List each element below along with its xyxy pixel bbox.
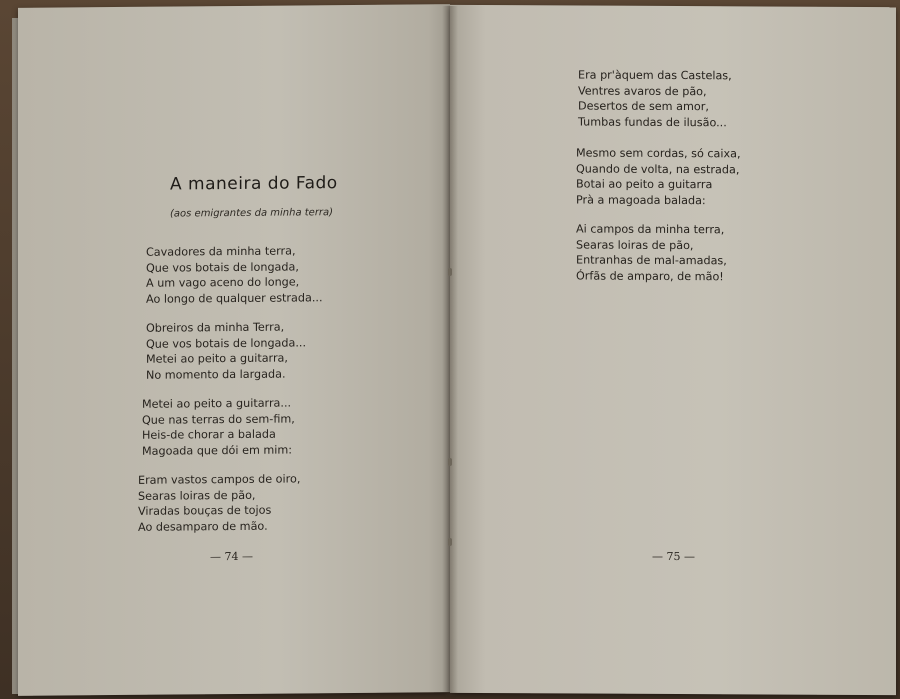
verse-line: Prà a magoada balada: (576, 192, 706, 207)
poem-subtitle: (aos emigrantes da minha terra) (170, 207, 334, 220)
verse-line: Eram vastos campos de oiro, (138, 472, 301, 487)
verse-line: Obreiros da minha Terra, (146, 320, 285, 335)
verse-line: Heis-de chorar a balada (142, 427, 276, 442)
verse-line: Cavadores da minha terra, (146, 244, 296, 259)
open-book (6, 6, 894, 696)
stanza-3 (142, 395, 295, 458)
page-number-left: — 74 — (210, 549, 253, 564)
verse-line: No momento da largada. (146, 367, 286, 382)
verse-line: Ai campos da minha terra, (576, 222, 725, 237)
binding-stitch (448, 268, 452, 276)
left-page (18, 4, 450, 696)
book-gutter (442, 6, 458, 696)
verse-line: Magoada que dói em mim: (142, 442, 293, 458)
stanza-4 (138, 471, 300, 534)
verse-line: Searas loiras de pão, (576, 237, 694, 252)
verse-line: Botai ao peito a guitarra (576, 177, 713, 192)
verse-line: Que nas terras do sem-fim, (142, 411, 295, 427)
verse-line: Desertos de sem amor, (578, 99, 709, 114)
stanza-2 (146, 319, 306, 382)
stanza-7 (576, 221, 727, 284)
verse-line: Era pr'àquem das Castelas, (578, 68, 732, 83)
verse-line: Que vos botais de longada... (146, 335, 307, 351)
stanza-1 (146, 243, 323, 307)
verse-line: Metei ao peito a guitarra, (146, 351, 288, 366)
verse-line: Quando de volta, na estrada, (576, 161, 740, 176)
verse-line: Ventres avaros de pão, (578, 84, 707, 98)
page-number-right: — 75 — (652, 549, 695, 564)
verse-line: Mesmo sem cordas, só caixa, (576, 146, 741, 161)
verse-line: A um vago aceno do longe, (146, 275, 300, 290)
verse-line: Que vos botais de longada, (146, 259, 299, 275)
verse-line: Entranhas de mal-amadas, (576, 253, 727, 268)
verse-line: Metei ao peito a guitarra... (142, 396, 292, 411)
binding-stitch (448, 538, 452, 546)
stanza-5 (578, 68, 732, 131)
binding-stitch (448, 458, 452, 466)
poem-title: A maneira do Fado (170, 173, 338, 195)
verse-line: Ao longo de qualquer estrada... (146, 290, 323, 306)
verse-line: Tumbas fundas de ilusão... (578, 115, 727, 129)
right-page (450, 5, 896, 695)
stanza-6 (576, 145, 741, 208)
verse-line: Viradas bouças de tojos (138, 503, 272, 518)
verse-line: Órfãs de amparo, de mão! (576, 268, 724, 283)
verse-line: Searas loiras de pão, (138, 488, 256, 503)
verse-line: Ao desamparo de mão. (138, 519, 268, 534)
